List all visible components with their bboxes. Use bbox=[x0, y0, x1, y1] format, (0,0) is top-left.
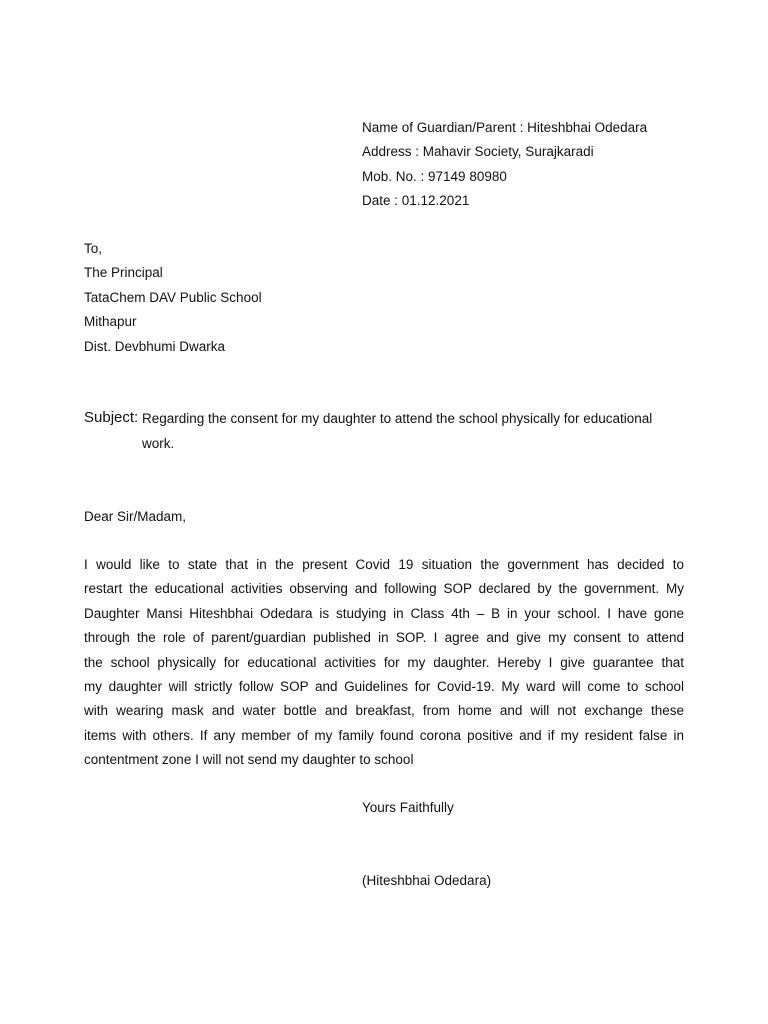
body-line: my daughter will strictly follow SOP and Guidelines for Covid-19. My ward will come to school bbox=[84, 679, 684, 695]
salutation: Dear Sir/Madam, bbox=[84, 509, 187, 524]
letter-body bbox=[84, 553, 684, 773]
body-line: restart the educational activities observing and following SOP declared by the government. My bbox=[84, 581, 684, 597]
guardian-mobile: Mob. No. : 97149 80980 bbox=[362, 168, 507, 184]
body-line: Daughter Mansi Hiteshbhai Odedara is studying in Class 4th – B in your school. I have gone bbox=[84, 605, 684, 621]
body-line: I would like to state that in the present Covid 19 situation the government has decided to bbox=[84, 557, 684, 572]
guardian-address: Address : Mahavir Society, Surajkaradi bbox=[362, 144, 594, 160]
body-line: through the role of parent/guardian published in SOP. I agree and give my consent to attend bbox=[84, 630, 684, 646]
subject-line: work. bbox=[142, 436, 175, 451]
body-line: contentment zone I will not send my daughter to school bbox=[84, 752, 414, 768]
guardian-name: Name of Guardian/Parent : Hiteshbhai Odedara bbox=[362, 120, 648, 135]
recipient-town: Mithapur bbox=[84, 314, 137, 330]
recipient-school: TataChem DAV Public School bbox=[84, 289, 262, 305]
recipient-block bbox=[84, 237, 262, 359]
subject-text bbox=[142, 406, 684, 456]
signature-name: (Hiteshbhai Odedara) bbox=[362, 873, 492, 888]
recipient-to: To, bbox=[84, 241, 103, 256]
subject-line: Regarding the consent for my daughter to attend the school physically for educational bbox=[142, 411, 653, 426]
recipient-title: The Principal bbox=[84, 265, 163, 281]
body-line: items with others. If any member of my family found corona positive and if my resident false in bbox=[84, 727, 684, 743]
body-line: with wearing mask and water bottle and breakfast, from home and will not exchange these bbox=[84, 703, 684, 719]
recipient-district: Dist. Devbhumi Dwarka bbox=[84, 338, 226, 354]
subject-label: Subject: bbox=[84, 409, 139, 426]
sender-block bbox=[362, 116, 647, 214]
letter-date: Date : 01.12.2021 bbox=[362, 193, 470, 209]
body-line: the school physically for educational activities for my daughter. Hereby I give guarantee that bbox=[84, 654, 684, 670]
closing: Yours Faithfully bbox=[362, 800, 454, 815]
